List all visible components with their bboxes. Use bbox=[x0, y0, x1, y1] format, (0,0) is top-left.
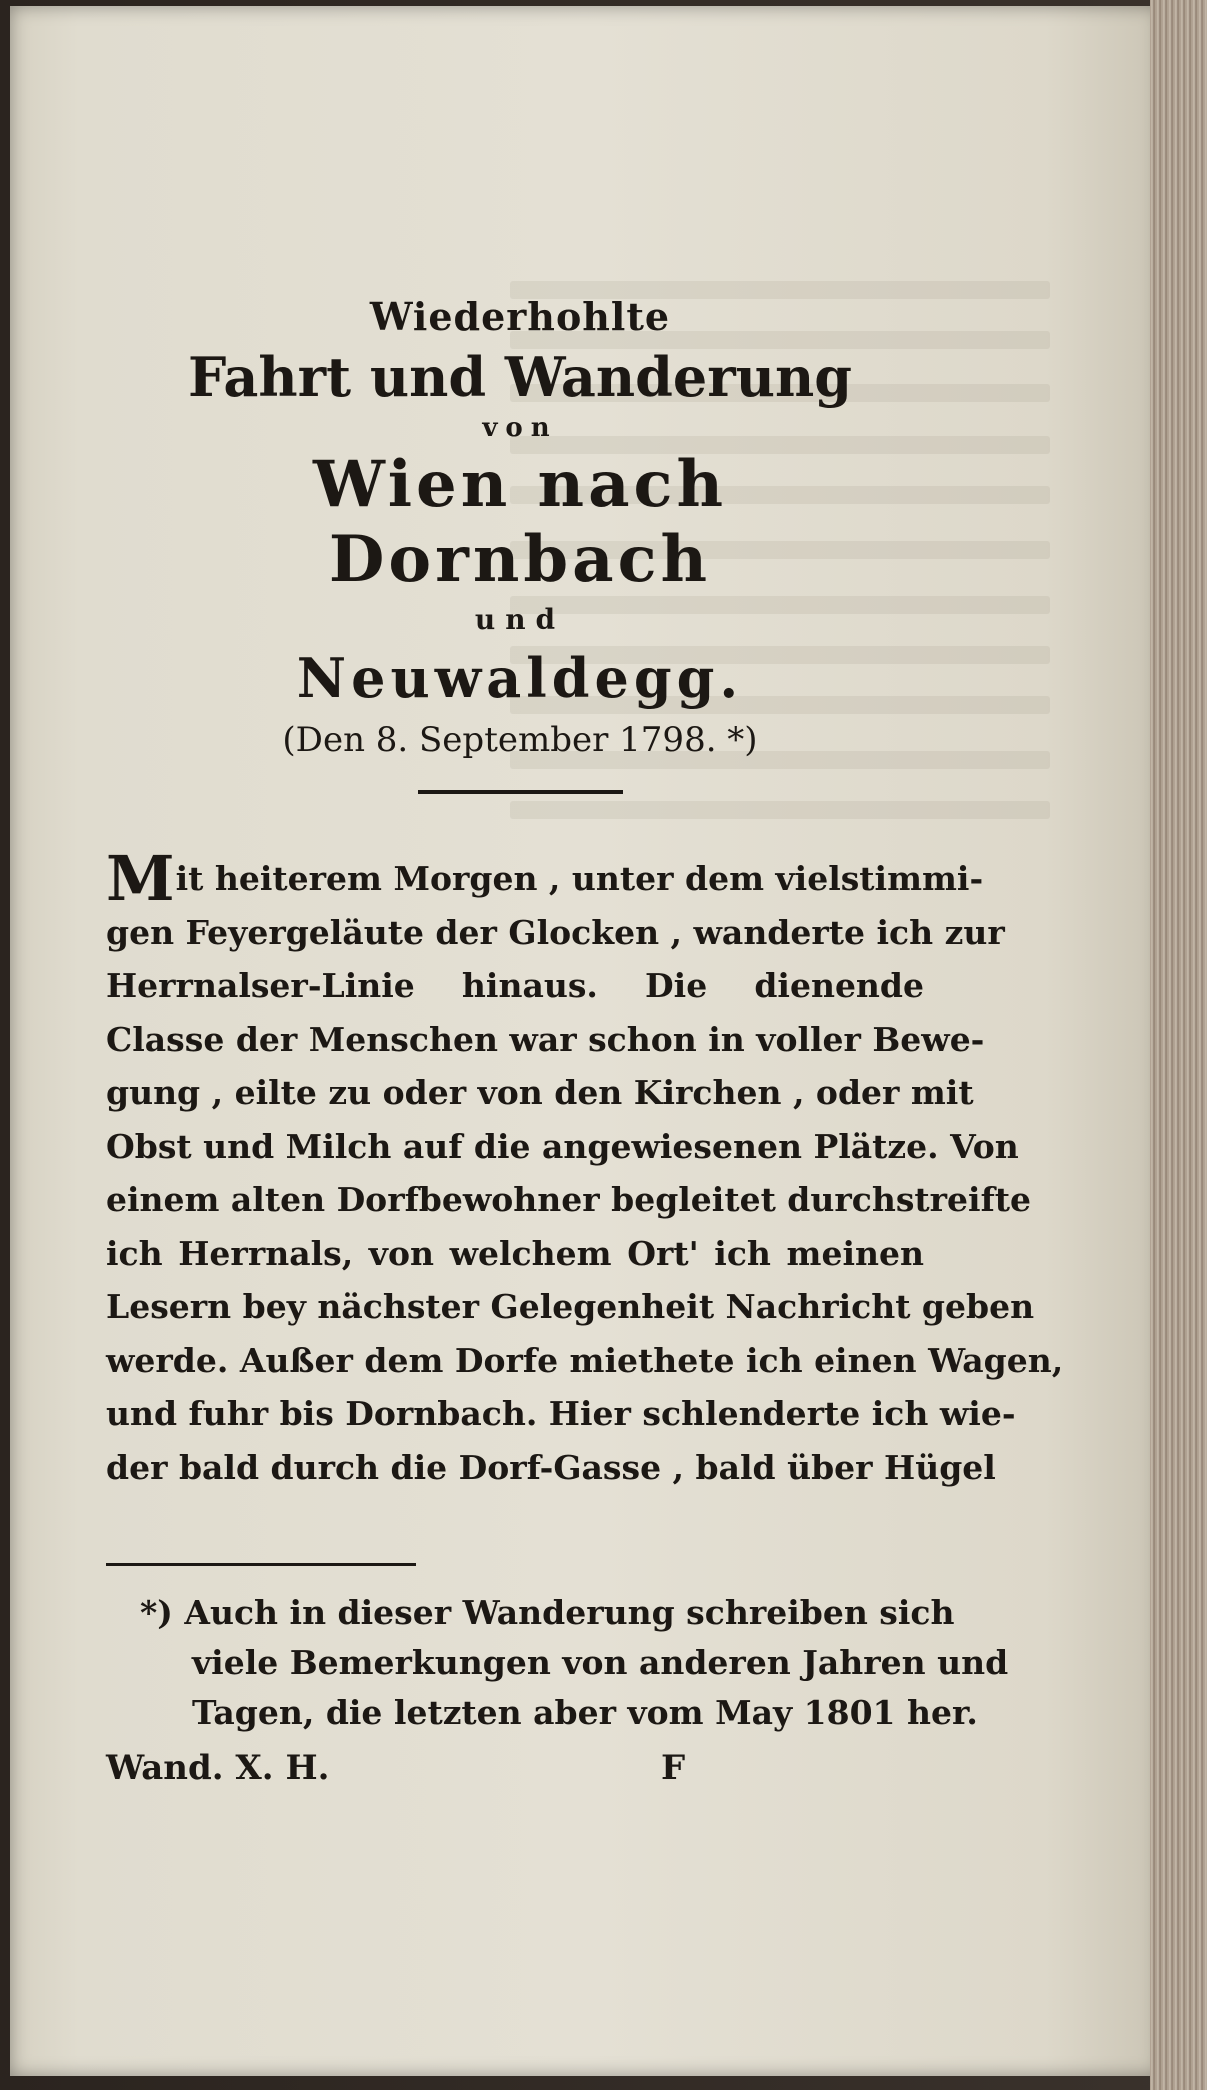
chapter-title-block bbox=[120, 294, 920, 794]
title-divider bbox=[418, 790, 623, 794]
footnote bbox=[140, 1588, 1009, 1738]
title-line-1: Wiederhohlte bbox=[369, 294, 671, 339]
body-line: gung , eilte zu oder von den Kirchen , oder mit bbox=[106, 1073, 974, 1112]
drop-cap: M bbox=[106, 842, 175, 915]
volume-mark: Wand. X. H. bbox=[106, 1748, 330, 1788]
body-line: gen Feyergeläute der Glocken , wanderte ich zur bbox=[106, 912, 1005, 952]
title-line-3: von bbox=[482, 413, 558, 443]
body-line: der bald durch die Dorf-Gasse , bald über Hügel bbox=[106, 1447, 996, 1487]
body-line: werde. Außer dem Dorfe miethete ich einen Wagen, bbox=[106, 1340, 1064, 1380]
title-line-2: Fahrt und Wanderung bbox=[188, 345, 852, 409]
title-line-6: Neuwaldegg. bbox=[296, 646, 744, 710]
title-line-5: und bbox=[474, 603, 566, 636]
footnote-line: Tagen, die letzten aber vom May 1801 her. bbox=[192, 1693, 978, 1732]
gathering-mark: F bbox=[661, 1748, 686, 1788]
body-line: Lesern bey nächster Gelegenheit Nachricht geben bbox=[106, 1287, 1035, 1326]
body-line: Herrnalser-Linie hinaus. Die dienende bbox=[106, 966, 924, 1005]
title-line-4: Wien nach Dornbach bbox=[312, 447, 728, 597]
title-date: (Den 8. September 1798. *) bbox=[282, 720, 758, 760]
footnote-line: *) Auch in dieser Wanderung schreiben sich bbox=[140, 1593, 955, 1632]
body-line: ich Herrnals, von welchem Ort' ich meinen bbox=[106, 1233, 924, 1273]
body-line: Obst und Milch auf die angewiesenen Plätze. Von bbox=[106, 1126, 1019, 1166]
body-paragraph bbox=[106, 842, 1064, 1494]
body-line: einem alten Dorfbewohner begleitet durchstreifte bbox=[106, 1180, 1032, 1219]
footnote-divider bbox=[106, 1563, 416, 1566]
body-line: Mit heiterem Morgen , unter dem vielstimmi- bbox=[106, 842, 984, 915]
book-page bbox=[10, 6, 1160, 2076]
body-line: Classe der Menschen war schon in voller Bewe- bbox=[106, 1019, 985, 1059]
page-edges bbox=[1150, 0, 1207, 2090]
footnote-line: viele Bemerkungen von anderen Jahren und bbox=[192, 1643, 1009, 1682]
body-line: und fuhr bis Dornbach. Hier schlenderte ich wie- bbox=[106, 1394, 1016, 1433]
